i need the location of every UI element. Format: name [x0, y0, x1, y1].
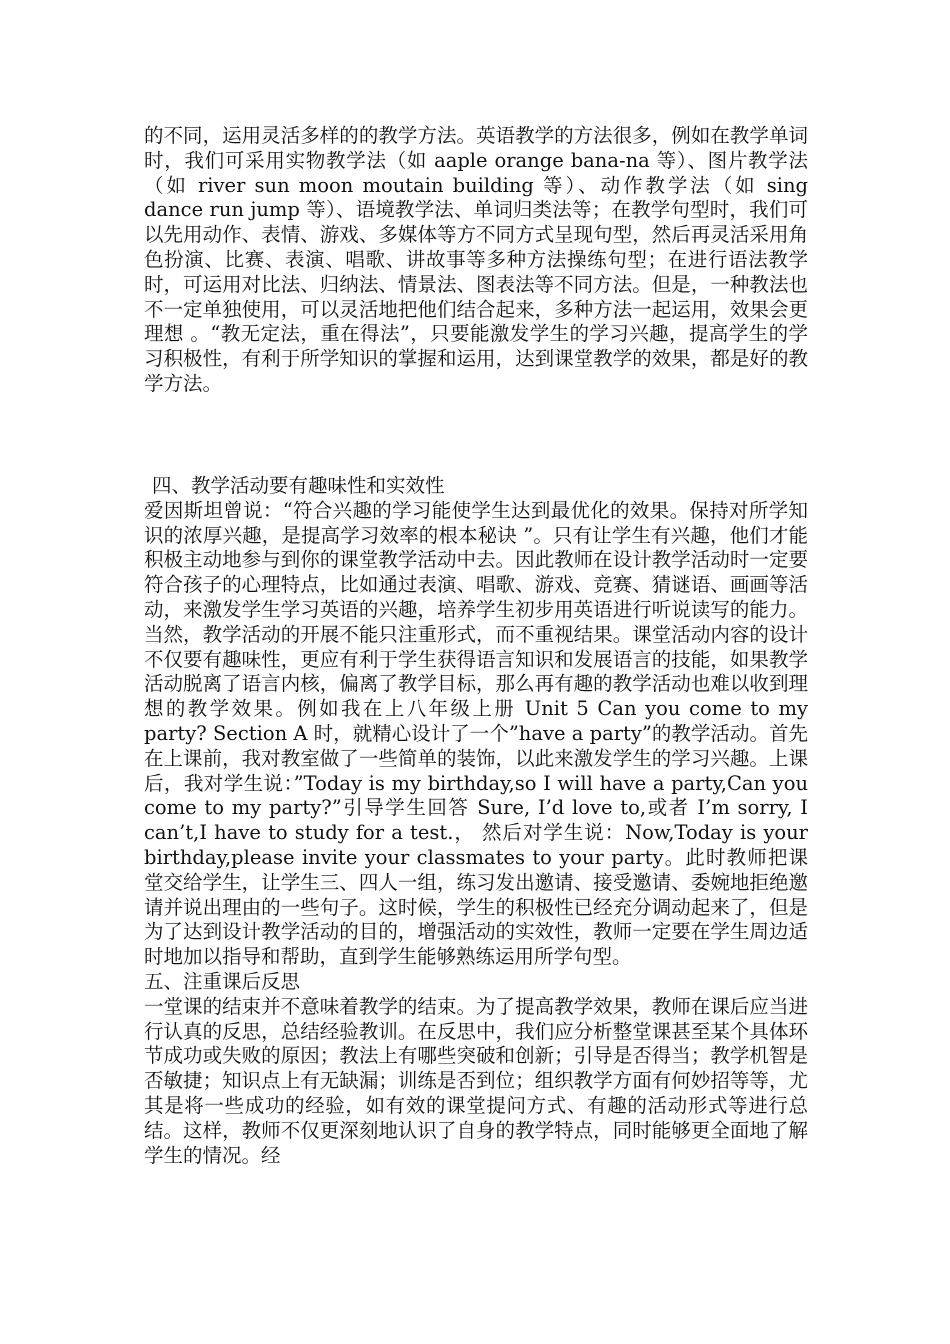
paragraph-reflection: 一堂课的结束并不意味着教学的结束。为了提高教学效果，教师在课后应当进行认真的反思，总结经验教训。在反思中，我们应分析整堂课甚至某个具体环节成功或失败的原因；教法上有哪些突破和创新；引导是否得当；教学机智是否敏捷；知识点上有无缺漏；训练是否到位；组织教学方面有何妙招等等，尤其是将一些成功的经验，如有效的课堂提问方式、有趣的活动形式等进行总结。这样，教师不仅更深刻地认识了自身的教学特点，同时能够更全面地了解学生的情况。经 — [144, 994, 808, 1167]
section-heading-five: 五、注重课后反思 — [144, 969, 301, 993]
paragraph-teaching-methods: 的不同，运用灵活多样的的教学方法。英语教学的方法很多，例如在教学单词时，我们可采用实物教学法（如 aaple orange bana-na 等）、图片教学法（如 river sun moon moutain building 等）、动作教学法（如 sing dance run jump 等）、语境教学法、单词归类法等；在教学句型时，我们可以先用动作、表情、游戏、多媒体等方不同方式呈现句型，然后再灵活采用角色扮演、比赛、表演、唱歌、讲故事等多种方法操练句型；在进行语法教学时，可运用对比法、归纳法、情景法、图表法等不同方法。但是，一种教法也不一定单独使用，可以灵活地把他们结合起来，多种方法一起运用，效果会更理想 。“教无定法，重在得法”，只要能激发学生的学习兴趣，提高学生的学习积极性，有利于所学知识的掌握和运用，达到课堂教学的效果，都是好的教学方法。 — [144, 124, 815, 395]
text-block-top — [144, 124, 815, 397]
section-heading-four: 四、教学活动要有趣味性和实效性 — [152, 474, 445, 497]
text-block-main — [144, 474, 815, 1168]
paragraph-teaching-activities: 爱因斯坦曾说：“符合兴趣的学习能使学生达到最优化的效果。保持对所学知识的浓厚兴趣，是提高学习效率的根本秘诀 ”。只有让学生有兴趣，他们才能积极主动地参与到你的课堂教学活动中去。因此教师在设计教学活动时一定要符合孩子的心理特点，比如通过表演、唱歌、游戏、竞赛、猜谜语、画画等活动，来激发学生学习英语的兴趣，培养学生初步用英语进行听说读写的能力。当然，教学活动的开展不能只注重形式，而不重视结果。课堂活动内容的设计不仅要有趣味性，更应有利于学生获得语言知识和发展语言的技能，如果教学活动脱离了语言内核，偏离了教学目标，那么再有趣的教学活动也难以收到理想的教学效果。例如我在上八年级上册 Unit 5 Can you come to my party? Section A 时，就精心设计了一个”have a party”的教学活动。首先在上课前，我对教室做了一些简单的装饰，以此来激发学生的学习兴趣。上课后，我对学生说：”Today is my birthday,so I will have a party,Can you come to my party?”引导学生回答 Sure, I’d love to,或者 I’m sorry, I can’t,I have to study for a test.， 然后对学生说：Now,Today is your birthday,please invite your classmates to your party。此时教师把课堂交给学生，让学生三、四人一组，练习发出邀请、接受邀请、委婉地拒绝邀请并说出理由的一些句子。这时候，学生的积极性已经充分调动起来了，但是为了达到设计教学活动的目的，增强活动的实效性，教师一定要在学生周边适时地加以指导和帮助，直到学生能够熟练运用所学句型。 — [144, 498, 815, 969]
